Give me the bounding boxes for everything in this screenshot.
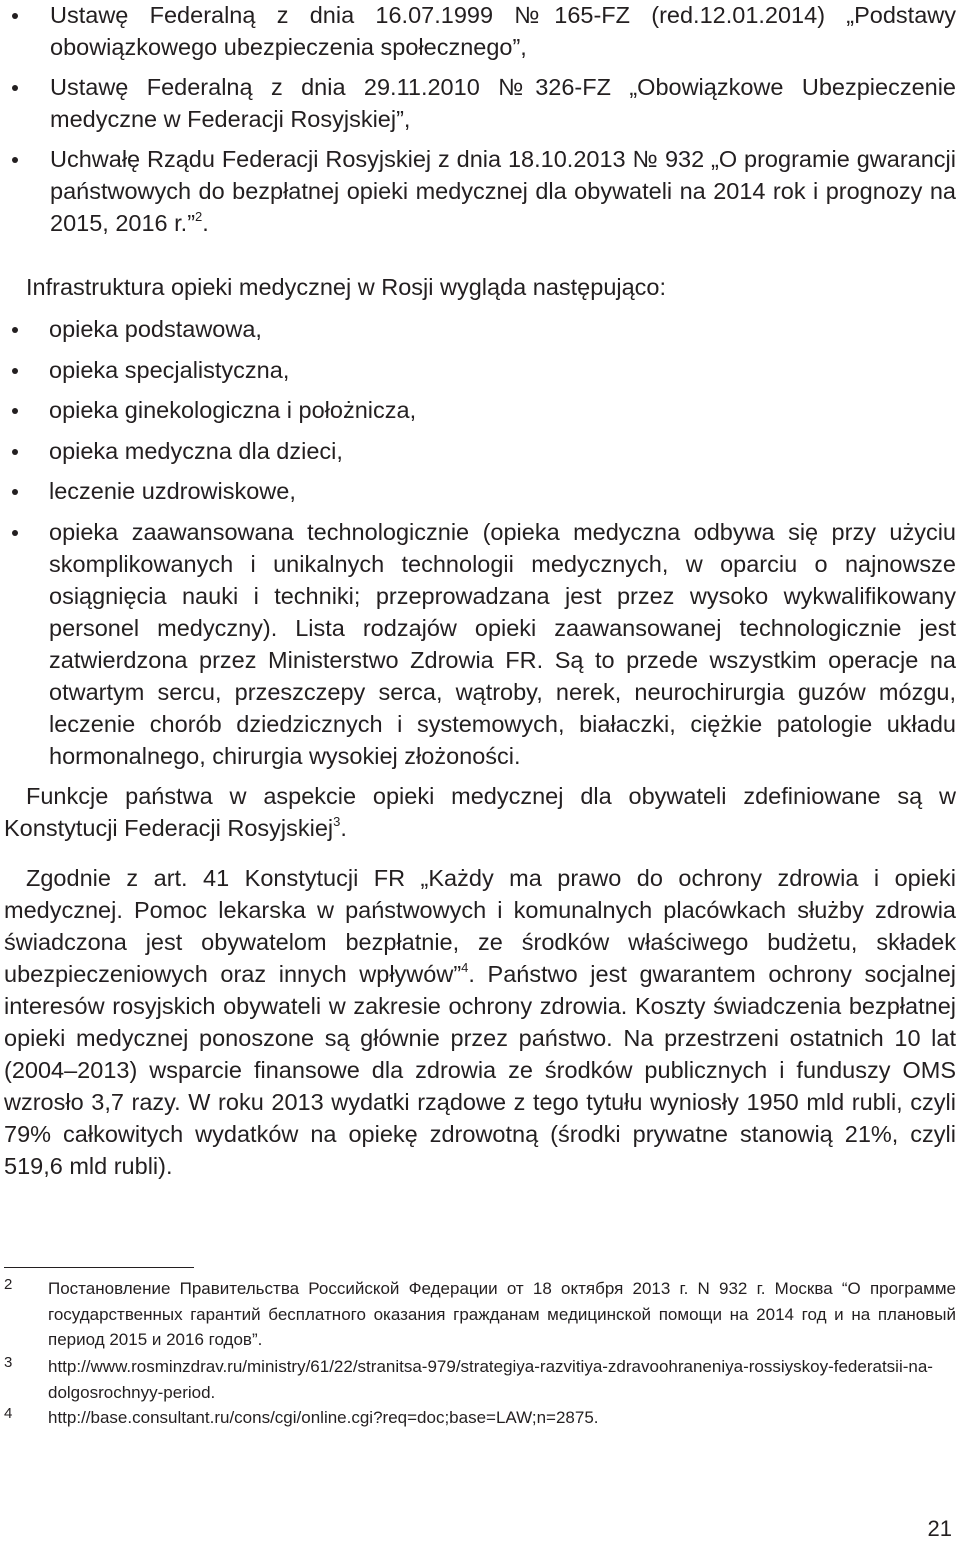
paragraph: [4, 862, 956, 1182]
list-item-text: Uchwałę Rządu Federacji Rosyjskiej z dnia 18.10.2013 № 932 „O programie gwarancji państwowych do bezpłatnej opieki medycznej dla obywateli na 2014 rok i prognozy na 2015, 2016 r.”: [50, 146, 956, 236]
list-item-text: opieka medyczna dla dzieci,: [49, 437, 343, 464]
footnote-text: Постановление Правительства Российской Федерации от 18 октября 2013 г. N 932 г. Москва “О программе государственных гарантий бесплатного оказания гражданам медицинской помощи на 2014 год и на плановый период 2015 и 2016 годов”.: [48, 1279, 956, 1349]
paragraph-text: . Państwo jest gwarantem ochrony socjalnej interesów rosyjskich obywateli w zakresie ochrony zdrowia. Koszty świadczenia bezpłatnej opieki medycznej ponoszone są głównie przez państwo. Na przestrzeni ostatnich 10 lat (2004–2013) wsparcie finansowe dla zdrowia ze środków publicznych i funduszy OMS wzrosło 3,7 razy. W roku 2013 wydatki rządowe z tego tytułu wyniosły 1950 mld rubli, czyli 79% całkowitych wydatków na opiekę zdrowotną (środki prywatne stanowią 21%, czyli 519,6 mld rubli).: [4, 961, 956, 1179]
footnote-number: 3: [4, 1354, 13, 1371]
paragraph-text: Zgodnie z art. 41 Konstytucji FR „Każdy ma prawo do ochrony zdrowia i opieki medycznej. Pomoc lekarska w państwowych i komunalnych placówkach służby zdrowia świadczona jest obywatelom bezpłatnie, ze środków właściwego budżetu, składek ubezpieczeniowych oraz innych wpływów”: [4, 865, 956, 987]
list-item-text: opieka ginekologiczna i położnicza,: [49, 397, 417, 423]
paragraph: [4, 780, 956, 844]
list-item: [4, 143, 956, 239]
footnote: [4, 1276, 956, 1353]
care-types-list: [4, 313, 956, 780]
paragraph-text: Funkcje państwa w aspekcie opieki medycznej dla obywateli zdefiniowane są w Konstytucji Federacji Rosyjskiej: [4, 783, 956, 841]
list-item: [4, 71, 956, 135]
footnote: [4, 1354, 956, 1405]
list-item: [4, 394, 956, 426]
list-item: [4, 516, 956, 772]
list-item-text: opieka zaawansowana technologicznie (opieka medyczna odbywa się przy użyciu skomplikowanych i unikalnych technologii medycznych, w oparciu o najnowsze osiągnięcia nauki i techniki; przeprowadzana jest przez wysoko wykwalifikowany personel medyczny). Lista rodzajów opieki zaawansowanej technologicznie jest zatwierdzona przez Ministerstwo Zdrowia FR. Są to przede wszystkim operacje na otwartym sercu, przeszczepy serca, wątroby, nerek, neurochirurgia guzów mózgu, leczenie chorób dziedzicznych i systemowych, białaczki, ciężkie patologie układu hormonalnego, chirurgia wysokiej złożoności.: [49, 518, 956, 769]
bullet-icon: [12, 85, 18, 91]
page-number: 21: [927, 1516, 952, 1541]
bullet-icon: [12, 368, 18, 374]
bullet-icon: [12, 327, 18, 333]
list-item-text: opieka podstawowa,: [49, 316, 262, 342]
list-item: [4, 354, 956, 386]
legal-acts-list: [4, 0, 956, 247]
footnote-number: 4: [4, 1405, 13, 1422]
list-item: [4, 313, 956, 345]
list-item-end: .: [202, 210, 209, 236]
footnote-link[interactable]: http://www.rosminzdrav.ru/ministry/61/22/stranitsa-979/strategiya-razvitiya-zdravoohraneniya-rossiyskoy-federatsii-na-dolgosrochnyy-period.: [48, 1357, 933, 1402]
footnote-ref: 4: [461, 960, 469, 975]
list-item: [4, 435, 956, 467]
bullet-icon: [12, 449, 18, 455]
bullet-icon: [12, 13, 18, 19]
bullet-icon: [12, 157, 18, 163]
list-item: [4, 0, 956, 63]
footnote-number: 2: [4, 1276, 13, 1293]
list-item-text: Ustawę Federalną z dnia 16.07.1999 №165-FZ (red.12.01.2014) „Podstawy obowiązkowego ubezpieczenia społecznego”,: [50, 2, 956, 60]
list-item-text: leczenie uzdrowiskowe,: [49, 478, 296, 504]
bullet-icon: [12, 489, 18, 495]
bullet-icon: [12, 408, 18, 414]
list-item-text: Ustawę Federalną z dnia 29.11.2010 №326-FZ „Obowiązkowe Ubezpieczenie medyczne w Federacji Rosyjskiej”,: [50, 74, 956, 132]
footnote-divider: [4, 1267, 194, 1268]
footnote-ref: 3: [333, 814, 341, 829]
list-item-text: opieka specjalistyczna,: [49, 356, 290, 383]
footnote-ref: 2: [195, 209, 203, 224]
footnote-link[interactable]: http://base.consultant.ru/cons/cgi/online.cgi?req=doc;base=LAW;n=2875.: [48, 1408, 599, 1427]
bullet-icon: [12, 530, 18, 536]
intro-text: Infrastruktura opieki medycznej w Rosji wygląda następująco:: [26, 274, 667, 300]
paragraph-end: .: [340, 815, 347, 841]
list-item: [4, 475, 956, 507]
footnote: [4, 1405, 956, 1431]
